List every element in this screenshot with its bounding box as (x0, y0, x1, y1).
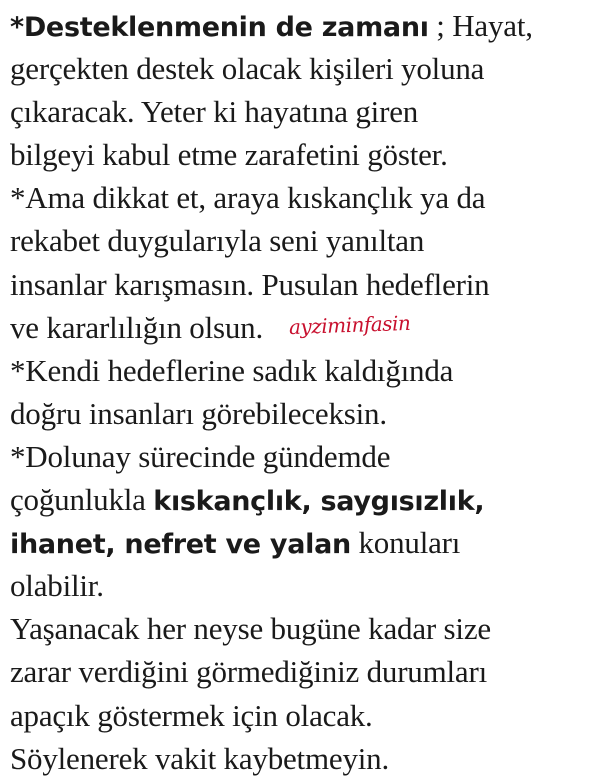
text-line (10, 392, 595, 435)
text-line (10, 521, 595, 564)
text-line (10, 47, 595, 90)
line-text: Söylenerek vakit kaybetmeyin. (10, 740, 390, 776)
text-line (10, 650, 595, 693)
line-text: *Ama dikkat et, araya kıskançlık ya da (10, 180, 486, 216)
text-line (10, 607, 595, 650)
text-line (10, 219, 595, 262)
line-text: ve kararlılığın olsun. (10, 309, 264, 345)
line-text: *Kendi hedeflerine sadık kaldığında (10, 352, 454, 388)
handwritten-signature: ayziminfasin (288, 310, 411, 339)
text-line (10, 133, 595, 176)
text-line (10, 435, 595, 478)
line-text: rekabet duygularıyla seni yanıltan (10, 223, 425, 259)
text-line (10, 478, 595, 521)
text-line (10, 694, 595, 737)
text-line (10, 263, 595, 306)
line-text: çıkaracak. Yeter ki hayatına giren (10, 94, 419, 130)
line-text: bilgeyi kabul etme zarafetini göster. (10, 137, 448, 173)
line-text: konuları (350, 525, 461, 561)
text-line (10, 176, 595, 219)
bold-phrase: ihanet, nefret ve yalan (10, 529, 351, 561)
text-line (10, 737, 595, 780)
line-text: apaçık göstermek için olacak. (10, 697, 373, 733)
text-line (10, 564, 595, 607)
line-text: olabilir. (10, 568, 104, 604)
line-text: insanlar karışmasın. Pusulan hedeflerin (10, 266, 490, 302)
line-text: gerçekten destek olacak kişileri yoluna (10, 51, 485, 87)
line-text: doğru insanları görebileceksin. (10, 395, 387, 431)
line-text: Yaşanacak her neyse bugüne kadar size (10, 611, 491, 647)
line-text: *Dolunay sürecinde gündemde (10, 438, 391, 474)
text-line (10, 4, 595, 47)
line-text: ; Hayat, (428, 8, 533, 43)
line-text: çoğunlukla (10, 482, 154, 518)
body-text (10, 4, 595, 780)
text-line (10, 306, 595, 349)
bold-phrase: kıskançlık, saygısızlık, (153, 486, 485, 518)
text-line (10, 349, 595, 392)
line-text: zarar verdiğini görmediğiniz durumları (10, 654, 488, 690)
text-line (10, 90, 595, 133)
bold-phrase: *Desteklenmenin de zamanı (10, 12, 429, 43)
